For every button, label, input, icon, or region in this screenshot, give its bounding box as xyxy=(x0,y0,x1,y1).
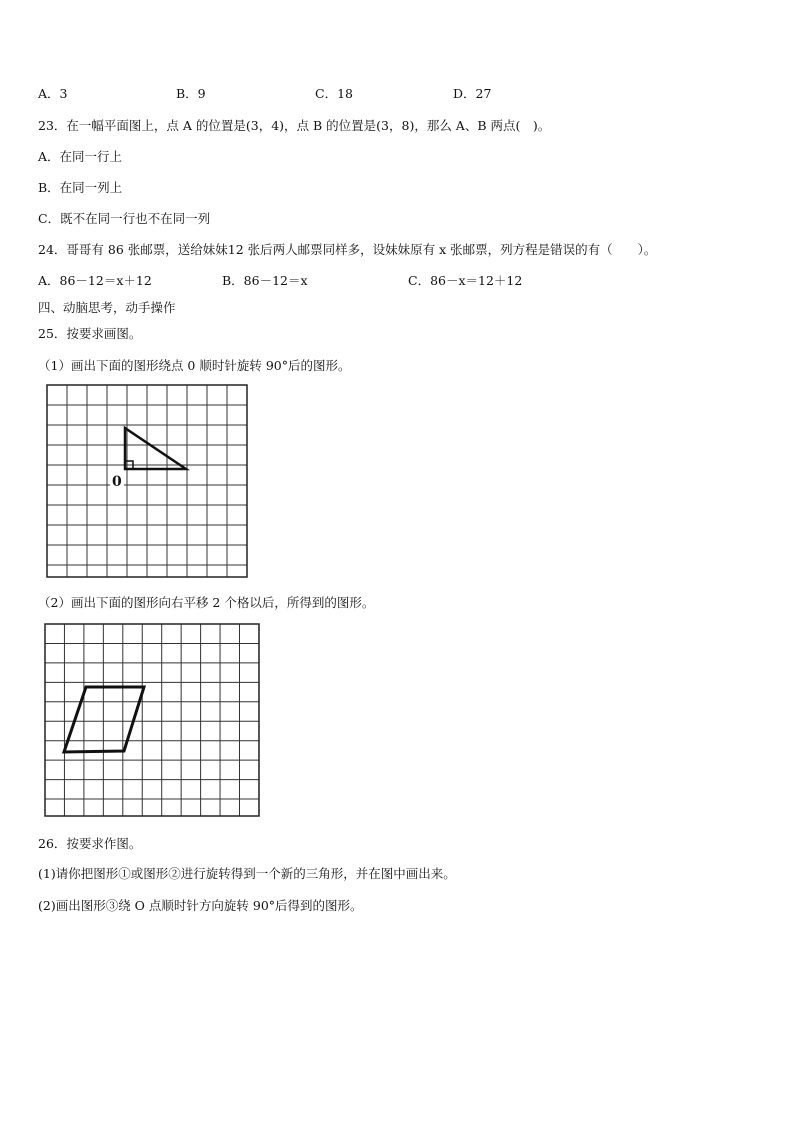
q25-part1: （1）画出下面的图形绕点 0 顺时针旋转 90°后的图形。 xyxy=(38,358,351,373)
section-heading: 四、动脑思考，动手操作 xyxy=(38,300,176,315)
q24-stem: 24．哥哥有 86 张邮票，送给妹妹12 张后两人邮票同样多，设妹妹原有 x 张邮票，列方程是错误的有（ ）。 xyxy=(38,242,657,257)
parallelogram-shape xyxy=(64,687,144,752)
q23-option-b: B．在同一列上 xyxy=(38,180,123,195)
q26-part2: (2)画出图形③绕 O 点顺时针方向旋转 90°后得到的图形。 xyxy=(38,898,363,913)
right-triangle-shape xyxy=(125,428,186,469)
q26-part1: (1)请你把图形①或图形②进行旋转得到一个新的三角形，并在图中画出来。 xyxy=(38,866,456,881)
q25-part2: （2）画出下面的图形向右平移 2 个格以后，所得到的图形。 xyxy=(38,595,375,610)
q23-stem: 23．在一幅平面图上，点 A 的位置是(3，4)，点 B 的位置是(3，8)，那么 A、B 两点( )。 xyxy=(38,118,551,133)
q22-option-c: C．18 xyxy=(315,86,353,101)
point-o-label: 0 xyxy=(112,474,122,490)
q24-option-a: A．86－12＝x＋12 xyxy=(38,273,152,288)
q24-option-b: B．86－12＝x xyxy=(222,273,308,288)
q26-stem: 26．按要求作图。 xyxy=(38,836,142,851)
q22-option-b: B．9 xyxy=(176,86,206,101)
q23-option-c: C．既不在同一行也不在同一列 xyxy=(38,211,211,226)
q22-option-a: A．3 xyxy=(38,86,68,101)
rotation-grid xyxy=(44,384,250,580)
q24-option-c: C．86－x＝12＋12 xyxy=(408,273,523,288)
translation-grid xyxy=(44,623,262,819)
q22-option-d: D．27 xyxy=(453,86,492,101)
q23-option-a: A．在同一行上 xyxy=(38,149,123,164)
q25-stem: 25．按要求画图。 xyxy=(38,326,142,341)
